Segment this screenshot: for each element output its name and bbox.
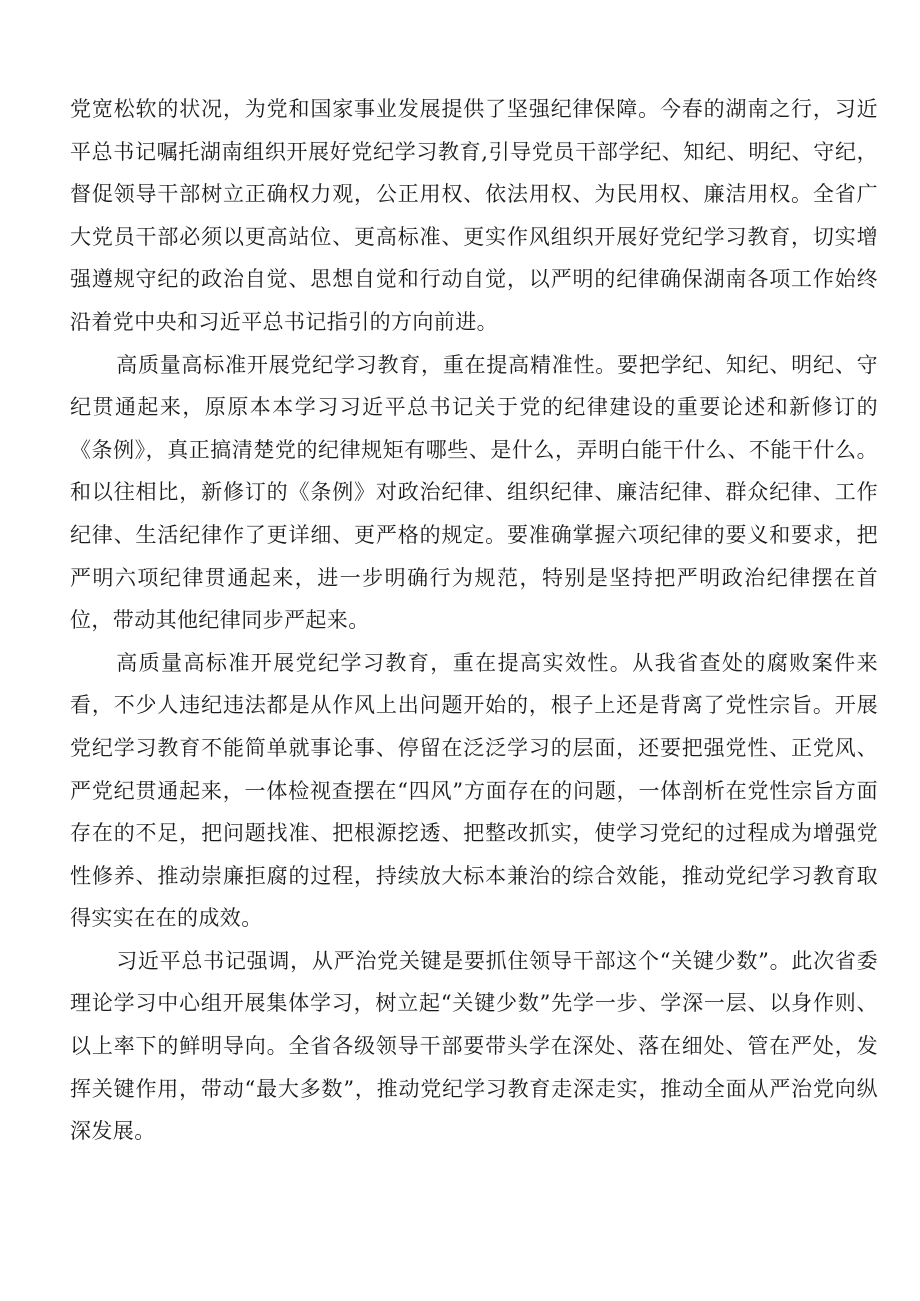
paragraph-precision: 高质量高标准开展党纪学习教育，重在提高精准性。要把学纪、知纪、明纪、守纪贯通起来，原原本本学习习近平总书记关于党的纪律建设的重要论述和新修订的《条例》，真正搞清楚党的纪律规矩有哪些、是什么，弄明白能干什么、不能干什么。和以往相比，新修订的《条例》对政治纪律、组织纪律、廉洁纪律、群众纪律、工作纪律、生活纪律作了更详细、更严格的规定。要准确掌握六项纪律的要义和要求，把严明六项纪律贯通起来，进一步明确行为规范，特别是坚持把严明政治纪律摆在首位，带动其他纪律同步严起来。: [70, 352, 878, 633]
paragraph-continued: 党宽松软的状况，为党和国家事业发展提供了坚强纪律保障。今春的湖南之行，习近平总书记嘱托湖南组织开展好党纪学习教育,引导党员干部学纪、知纪、明纪、守纪，督促领导干部树立正确权力观，公正用权、依法用权、为民用权、廉洁用权。全省广大党员干部必须以更高站位、更高标准、更实作风组织开展好党纪学习教育，切实增强遵规守纪的政治自觉、思想自觉和行动自觉，以严明的纪律确保湖南各项工作始终沿着党中央和习近平总书记指引的方向前进。: [70, 97, 878, 334]
paragraph-key-minority: 习近平总书记强调，从严治党关键是要抓住领导干部这个“关键少数”。此次省委理论学习中心组开展集体学习，树立起“关键少数”先学一步、学深一层、以身作则、以上率下的鲜明导向。全省各级领导干部要带头学在深处、落在细处、管在严处，发挥关键作用，带动“最大多数”，推动党纪学习教育走深走实，推动全面从严治党向纵深发展。: [70, 948, 878, 1144]
document-body: [70, 88, 878, 1153]
paragraph-effectiveness: 高质量高标准开展党纪学习教育，重在提高实效性。从我省查处的腐败案件来看，不少人违纪违法都是从作风上出问题开始的，根子上还是背离了党性宗旨。开展党纪学习教育不能简单就事论事、停留在泛泛学习的层面，还要把强党性、正党风、严党纪贯通起来，一体检视查摆在“四风”方面存在的问题，一体剖析在党性宗旨方面存在的不足，把问题找准、把根源挖透、把整改抓实，使学习党纪的过程成为增强党性修养、推动崇廉拒腐的过程，持续放大标本兼治的综合效能，推动党纪学习教育取得实实在在的成效。: [70, 650, 878, 931]
